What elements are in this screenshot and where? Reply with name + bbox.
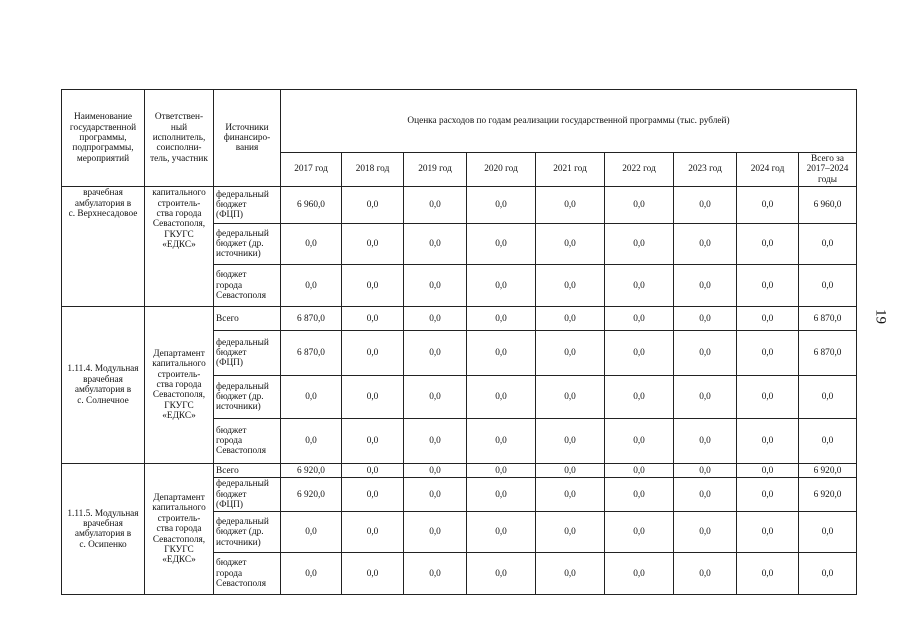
year-value: 0,0 xyxy=(737,553,799,595)
year-value: 0,0 xyxy=(404,464,467,478)
year-value: 0,0 xyxy=(404,478,467,512)
total-value: 6 920,0 xyxy=(799,464,857,478)
year-value: 0,0 xyxy=(342,187,404,224)
total-value: 6 920,0 xyxy=(799,478,857,512)
year-value: 0,0 xyxy=(467,464,536,478)
responsible-executor: Департамент капитального строитель- ства города Севастополя, ГКУГС «ЕДКС» xyxy=(145,307,214,464)
year-value: 0,0 xyxy=(404,224,467,265)
year-value: 0,0 xyxy=(536,512,605,553)
header-responsible: Ответствен- ный исполнитель, соисполни- тель, участник xyxy=(145,90,214,187)
year-value: 0,0 xyxy=(281,376,342,419)
year-value: 0,0 xyxy=(737,224,799,265)
year-header: 2020 год xyxy=(467,153,536,187)
year-value: 0,0 xyxy=(674,331,737,376)
year-value: 0,0 xyxy=(342,224,404,265)
year-value: 0,0 xyxy=(342,376,404,419)
year-value: 0,0 xyxy=(342,464,404,478)
funding-source: федеральный бюджет (др. источники) xyxy=(214,376,281,419)
year-value: 0,0 xyxy=(605,376,674,419)
year-value: 0,0 xyxy=(674,265,737,307)
year-value: 0,0 xyxy=(536,307,605,331)
table-row xyxy=(62,307,857,331)
year-value: 0,0 xyxy=(342,419,404,464)
total-value: 0,0 xyxy=(799,419,857,464)
total-value: 0,0 xyxy=(799,512,857,553)
year-value: 0,0 xyxy=(404,331,467,376)
year-value: 0,0 xyxy=(737,512,799,553)
year-value: 0,0 xyxy=(404,307,467,331)
year-header: 2017 год xyxy=(281,153,342,187)
total-value: 0,0 xyxy=(799,265,857,307)
year-value: 0,0 xyxy=(404,512,467,553)
year-header: 2021 год xyxy=(536,153,605,187)
header-name: Наименование государственной программы, подпрограммы, мероприятий xyxy=(62,90,145,187)
year-value: 6 920,0 xyxy=(281,464,342,478)
year-value: 0,0 xyxy=(536,187,605,224)
funding-source: бюджет города Севастополя xyxy=(214,553,281,595)
year-value: 0,0 xyxy=(342,512,404,553)
year-value: 0,0 xyxy=(342,331,404,376)
year-value: 0,0 xyxy=(674,478,737,512)
year-value: 0,0 xyxy=(674,464,737,478)
year-value: 0,0 xyxy=(467,224,536,265)
year-value: 6 920,0 xyxy=(281,478,342,512)
year-value: 6 960,0 xyxy=(281,187,342,224)
header-source: Источники финансиро- вания xyxy=(214,90,281,187)
responsible-executor: Департамент капитального строитель- ства города Севастополя, ГКУГС «ЕДКС» xyxy=(145,464,214,595)
year-value: 0,0 xyxy=(674,512,737,553)
table-row xyxy=(62,464,857,478)
funding-source: федеральный бюджет (др. источники) xyxy=(214,224,281,265)
year-value: 0,0 xyxy=(536,478,605,512)
year-value: 0,0 xyxy=(737,478,799,512)
year-value: 0,0 xyxy=(467,376,536,419)
year-header: 2024 год xyxy=(737,153,799,187)
funding-source: Всего xyxy=(214,464,281,478)
year-value: 0,0 xyxy=(281,512,342,553)
year-value: 0,0 xyxy=(605,512,674,553)
year-value: 6 870,0 xyxy=(281,307,342,331)
year-header: 2019 год xyxy=(404,153,467,187)
year-value: 6 870,0 xyxy=(281,331,342,376)
year-header: 2018 год xyxy=(342,153,404,187)
activity-name: 1.11.5. Модульная врачебная амбулатория в с. Осипенко xyxy=(62,464,145,595)
year-value: 0,0 xyxy=(674,307,737,331)
year-value: 0,0 xyxy=(737,464,799,478)
year-value: 0,0 xyxy=(281,265,342,307)
activity-name: врачебная амбулатория в с. Верхнесадовое xyxy=(62,187,145,307)
total-header: Всего за 2017–2024 годы xyxy=(799,153,857,187)
total-value: 0,0 xyxy=(799,376,857,419)
page-number: 19 xyxy=(872,309,889,324)
year-value: 0,0 xyxy=(737,419,799,464)
year-value: 0,0 xyxy=(467,512,536,553)
year-value: 0,0 xyxy=(281,419,342,464)
funding-source: федеральный бюджет (ФЦП) xyxy=(214,331,281,376)
year-header: 2023 год xyxy=(674,153,737,187)
year-value: 0,0 xyxy=(404,265,467,307)
header-estimate: Оценка расходов по годам реализации государственной программы (тыс. рублей) xyxy=(281,90,857,153)
year-value: 0,0 xyxy=(404,187,467,224)
year-value: 0,0 xyxy=(605,478,674,512)
year-value: 0,0 xyxy=(404,553,467,595)
year-value: 0,0 xyxy=(342,307,404,331)
year-value: 0,0 xyxy=(536,265,605,307)
total-value: 6 870,0 xyxy=(799,331,857,376)
funding-source: федеральный бюджет (ФЦП) xyxy=(214,478,281,512)
year-value: 0,0 xyxy=(674,376,737,419)
total-value: 6 870,0 xyxy=(799,307,857,331)
year-value: 0,0 xyxy=(605,307,674,331)
year-value: 0,0 xyxy=(467,478,536,512)
funding-source: бюджет города Севастополя xyxy=(214,265,281,307)
year-header: 2022 год xyxy=(605,153,674,187)
year-value: 0,0 xyxy=(536,376,605,419)
year-value: 0,0 xyxy=(737,265,799,307)
year-value: 0,0 xyxy=(536,464,605,478)
year-value: 0,0 xyxy=(674,187,737,224)
funding-source: бюджет города Севастополя xyxy=(214,419,281,464)
year-value: 0,0 xyxy=(404,376,467,419)
responsible-executor: капитального строитель- ства города Севастополя, ГКУГС «ЕДКС» xyxy=(145,187,214,307)
year-value: 0,0 xyxy=(737,331,799,376)
year-value: 0,0 xyxy=(674,419,737,464)
year-value: 0,0 xyxy=(467,553,536,595)
year-value: 0,0 xyxy=(281,224,342,265)
year-value: 0,0 xyxy=(342,553,404,595)
year-value: 0,0 xyxy=(605,331,674,376)
year-value: 0,0 xyxy=(737,376,799,419)
year-value: 0,0 xyxy=(536,224,605,265)
year-value: 0,0 xyxy=(605,224,674,265)
total-value: 6 960,0 xyxy=(799,187,857,224)
total-value: 0,0 xyxy=(799,553,857,595)
table-body xyxy=(62,187,857,595)
year-value: 0,0 xyxy=(536,331,605,376)
year-value: 0,0 xyxy=(467,419,536,464)
year-value: 0,0 xyxy=(605,265,674,307)
year-value: 0,0 xyxy=(467,331,536,376)
year-value: 0,0 xyxy=(674,553,737,595)
year-value: 0,0 xyxy=(737,307,799,331)
year-value: 0,0 xyxy=(342,478,404,512)
year-value: 0,0 xyxy=(467,265,536,307)
table-row xyxy=(62,187,857,224)
activity-name: 1.11.4. Модульная врачебная амбулатория в с. Солнечное xyxy=(62,307,145,464)
year-value: 0,0 xyxy=(467,307,536,331)
year-value: 0,0 xyxy=(674,224,737,265)
total-value: 0,0 xyxy=(799,224,857,265)
year-value: 0,0 xyxy=(605,187,674,224)
funding-source: федеральный бюджет (ФЦП) xyxy=(214,187,281,224)
funding-source: федеральный бюджет (др. источники) xyxy=(214,512,281,553)
year-value: 0,0 xyxy=(404,419,467,464)
year-value: 0,0 xyxy=(605,419,674,464)
year-value: 0,0 xyxy=(605,464,674,478)
year-value: 0,0 xyxy=(281,553,342,595)
year-value: 0,0 xyxy=(467,187,536,224)
year-value: 0,0 xyxy=(536,419,605,464)
year-value: 0,0 xyxy=(342,265,404,307)
budget-table xyxy=(61,89,857,595)
year-value: 0,0 xyxy=(737,187,799,224)
year-value: 0,0 xyxy=(605,553,674,595)
year-value: 0,0 xyxy=(536,553,605,595)
funding-source: Всего xyxy=(214,307,281,331)
